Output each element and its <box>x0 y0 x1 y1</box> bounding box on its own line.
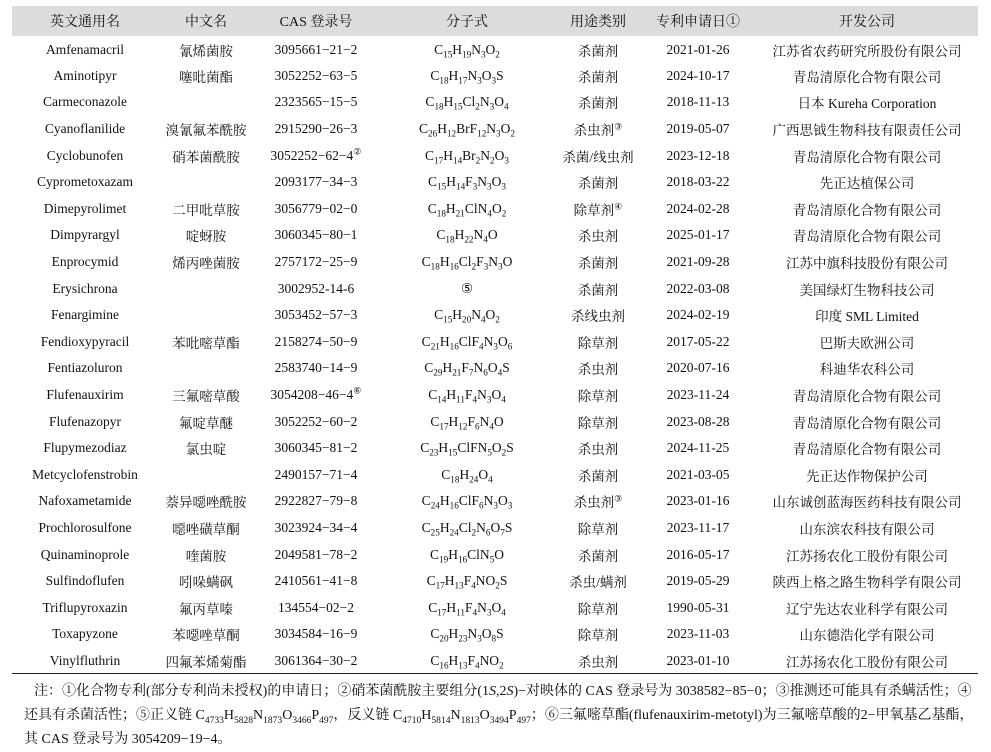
use-cell: 除草剂 <box>577 628 619 644</box>
company-cell: 江苏扬农化工股份有限公司 <box>786 548 948 564</box>
formula-cell: $C_{26}H_{12}BrF_{12}N_3O_2$ <box>419 121 515 139</box>
use-cell: 杀虫剂 <box>577 362 619 378</box>
use-cell: 除草剂 <box>577 415 619 431</box>
date-cell: 1990-05-31 <box>666 599 730 615</box>
formula-cell: $C_{20}H_{23}N_3O_8S$ <box>430 626 504 645</box>
notes-text: 注：①化合物专利(部分专利尚未授权)的申请日；②硝苯菌酰胺主要组分(1S,2S)−对映体的 CAS 登录号为 3038582−85−0；③推测还可能具有杀螨活性；④还具有杀菌活性；⑤正义链 $C_{4733}H_{5828}N_{1873}O_{3466}P_{497}$，反义链 $C_{4710}H_{5814}N_{1813}O_{3494}P_{497}$；⑥三氟嘧草酯(flufenauxirim-metotyl)为三氟嘧草酸的2−甲氧基乙基酯，其 CAS 登录号为 3054209−19−4。 <box>24 684 974 747</box>
chinese-name-cell: 氟丙草嗪 <box>179 601 233 617</box>
chinese-name-cell <box>158 462 254 489</box>
company-cell: 山东诚创蓝海医药科技有限公司 <box>772 495 962 511</box>
cas-cell: 3061364−30−2 <box>274 652 358 668</box>
chinese-name-cell: 烯丙唑菌胺 <box>172 256 240 272</box>
use-cell: 杀线虫剂 <box>571 309 625 325</box>
chinese-name-cell <box>158 89 254 116</box>
chinese-name-cell: 溴氰氟苯酰胺 <box>165 123 247 139</box>
english-name-cell: Cyprometoxazam <box>37 174 133 190</box>
cas-cell: 2583740−14−9 <box>274 360 358 376</box>
cas-cell: 3095661−21−2 <box>274 42 358 58</box>
english-name-cell: Amfenamacril <box>46 42 124 58</box>
use-cell: 除草剂 <box>577 601 619 617</box>
table-row <box>12 488 978 515</box>
formula-cell: $C_{18}H_{22}N_4O$ <box>436 227 498 246</box>
cas-cell: 2922827−79−8 <box>274 493 358 509</box>
date-cell: 2017-05-22 <box>666 333 730 349</box>
formula-cell: $C_{17}H_{12}F_6N_4O$ <box>430 413 504 432</box>
english-name-cell: Erysichrona <box>52 280 118 296</box>
use-cell: 杀菌剂 <box>577 282 619 298</box>
formula-cell: $C_{29}H_{21}F_7N_6O_4S$ <box>424 360 510 379</box>
chinese-name-cell: 四氟苯烯菊酯 <box>165 654 247 670</box>
date-cell: 2016-05-17 <box>666 546 730 562</box>
english-name-cell: Quinaminoprole <box>40 546 130 562</box>
english-name-cell: Toxapyzone <box>52 626 118 642</box>
company-cell: 青岛清原化合物有限公司 <box>792 415 942 431</box>
company-cell: 巴斯夫欧洲公司 <box>819 335 915 351</box>
company-cell: 青岛清原化合物有限公司 <box>792 69 942 85</box>
date-cell: 2023-08-28 <box>666 413 730 429</box>
use-cell: 杀菌剂 <box>577 176 619 192</box>
use-cell: 除草剂 <box>577 521 619 537</box>
use-cell: 杀菌/线虫剂 <box>562 149 634 165</box>
table-row <box>12 621 978 648</box>
english-name-cell: Flufenauxirim <box>46 387 124 403</box>
date-cell: 2023-11-17 <box>666 519 730 535</box>
chinese-name-cell: 噁唑磺草酮 <box>172 521 240 537</box>
formula-cell: $C_{18}H_{15}Cl_2N_3O_4$ <box>425 94 509 113</box>
english-name-cell: Dimepyrolimet <box>43 200 127 216</box>
company-cell: 江苏中旗科技股份有限公司 <box>786 256 948 272</box>
table-row <box>12 541 978 568</box>
english-name-cell: Dimpyrargyl <box>50 227 120 243</box>
company-cell: 广西思钺生物科技有限责任公司 <box>772 123 962 139</box>
use-cell: 杀菌剂 <box>577 69 619 85</box>
company-cell: 青岛清原化合物有限公司 <box>792 149 942 165</box>
formula-cell: $C_{21}H_{16}ClF_4N_3O_6$ <box>421 333 513 352</box>
use-cell: 杀虫剂③ <box>573 493 623 511</box>
cas-cell: 2323565−15−5 <box>274 94 358 110</box>
table-row <box>12 36 978 63</box>
chinese-name-cell: 苯噁唑草酮 <box>172 628 240 644</box>
date-cell: 2021-09-28 <box>666 254 730 270</box>
formula-cell: $C_{18}H_{17}N_3O_3S$ <box>430 67 504 86</box>
use-cell: 杀菌剂 <box>577 548 619 564</box>
company-cell: 江苏省农药研究所股份有限公司 <box>772 44 962 60</box>
formula-cell: $C_{14}H_{11}F_4N_3O_4$ <box>428 387 506 405</box>
company-cell: 青岛清原化合物有限公司 <box>792 229 942 245</box>
date-cell: 2021-03-05 <box>666 466 730 482</box>
company-cell: 江苏扬农化工股份有限公司 <box>786 654 948 670</box>
date-cell: 2023-11-03 <box>666 626 730 642</box>
date-cell: 2024-11-25 <box>666 440 730 456</box>
cas-cell: 2757172−25−9 <box>274 254 358 270</box>
english-name-cell: Fendioxypyracil <box>40 333 130 349</box>
use-cell: 杀虫剂 <box>577 229 619 245</box>
chinese-name-cell <box>158 169 254 196</box>
cas-cell: 2410561−41−8 <box>274 573 358 589</box>
english-name-cell: Aminotipyr <box>53 67 117 83</box>
header-row <box>12 6 978 36</box>
formula-cell: $C_{24}H_{16}ClF_6N_3O_3$ <box>421 493 513 512</box>
table-row <box>12 142 978 169</box>
date-cell: 2023-01-10 <box>666 652 730 668</box>
use-cell: 杀虫剂 <box>577 442 619 458</box>
use-cell: 杀菌剂 <box>577 468 619 484</box>
table-row <box>12 462 978 489</box>
table-row <box>12 594 978 621</box>
date-cell: 2020-07-16 <box>666 360 730 376</box>
english-name-cell: Triflupyroxazin <box>42 599 128 615</box>
company-cell: 先正达作物保护公司 <box>806 468 928 484</box>
english-name-cell: Flupymezodiaz <box>43 440 127 456</box>
table-row <box>12 169 978 196</box>
cas-cell: 2093177−34−3 <box>274 174 358 190</box>
table-row <box>12 116 978 143</box>
use-cell: 杀菌剂 <box>577 256 619 272</box>
table-row <box>12 408 978 435</box>
use-cell: 杀菌剂 <box>577 44 619 60</box>
cas-cell: 2490157−71−4 <box>274 466 358 482</box>
formula-cell: $C_{25}H_{24}Cl_2N_6O_7S$ <box>421 519 513 538</box>
chinese-name-cell: 硝苯菌酰胺 <box>172 149 240 165</box>
header-use: 用途类别 <box>570 15 626 30</box>
table-row <box>12 249 978 276</box>
use-cell: 除草剂 <box>577 389 619 405</box>
table-row <box>12 382 978 409</box>
pesticide-table <box>12 6 978 674</box>
table-row <box>12 63 978 90</box>
english-name-cell: Nafoxametamide <box>38 493 132 509</box>
use-cell: 杀虫剂 <box>577 654 619 670</box>
cas-cell: 3053452−57−3 <box>274 307 358 323</box>
formula-cell: $C_{15}H_{14}F_3N_3O_3$ <box>428 174 506 192</box>
table-row <box>12 435 978 462</box>
company-cell: 陕西上格之路生物科学有限公司 <box>772 575 962 591</box>
formula-cell: $C_{17}H_{11}F_4N_3O_4$ <box>428 599 506 618</box>
company-cell: 青岛清原化合物有限公司 <box>792 202 942 218</box>
formula-cell: $C_{18}H_{21}ClN_4O_2$ <box>427 200 507 219</box>
date-cell: 2021-01-26 <box>666 42 730 58</box>
cas-cell: 3052252−63−5 <box>274 67 358 83</box>
cas-cell: 3052252−60−2 <box>274 413 358 429</box>
company-cell: 青岛清原化合物有限公司 <box>792 389 942 405</box>
date-cell: 2024-02-28 <box>666 200 730 216</box>
table-row <box>12 515 978 542</box>
chinese-name-cell <box>158 302 254 329</box>
chinese-name-cell: 喹菌胺 <box>185 548 227 564</box>
company-cell: 青岛清原化合物有限公司 <box>792 442 942 458</box>
cas-cell: 3002952-14-6 <box>277 280 355 296</box>
chinese-name-cell: 啶蚜胺 <box>185 229 227 245</box>
table-row <box>12 648 978 675</box>
table-notes <box>24 680 982 752</box>
cas-cell: 3056779−02−0 <box>274 200 358 216</box>
chinese-name-cell: 吲哚螨砜 <box>179 575 233 591</box>
formula-cell: $C_{17}H_{13}F_4NO_2S$ <box>426 573 508 591</box>
date-cell: 2019-05-07 <box>666 121 730 137</box>
formula-cell: $C_{18}H_{24}O_4$ <box>441 466 493 485</box>
date-cell: 2023-01-16 <box>666 493 730 509</box>
use-cell: 除草剂④ <box>573 201 623 218</box>
header-company: 开发公司 <box>839 15 895 30</box>
chinese-name-cell <box>158 275 254 302</box>
english-name-cell: Fentiazoluron <box>47 360 123 376</box>
table-row <box>12 196 978 223</box>
english-name-cell: Fenargimine <box>51 307 119 323</box>
header-english-name: 英文通用名 <box>50 15 120 30</box>
english-name-cell: Vinylfluthrin <box>49 652 121 668</box>
header-formula: 分子式 <box>446 15 488 30</box>
company-cell: 山东滨农科技有限公司 <box>799 521 935 537</box>
chinese-name-cell: 苯吡嘧草酯 <box>172 335 240 351</box>
english-name-cell: Carmeconazole <box>43 94 127 110</box>
company-cell: 印度 SML Limited <box>815 309 919 325</box>
date-cell: 2018-03-22 <box>666 174 730 190</box>
chinese-name-cell: 氟啶草醚 <box>179 415 233 431</box>
table-row <box>12 355 978 382</box>
formula-cell: $C_{15}H_{19}N_3O_2$ <box>434 42 500 60</box>
table-row <box>12 89 978 116</box>
english-name-cell: Prochlorosulfone <box>38 519 132 535</box>
cas-cell: 134554−02−2 <box>278 599 354 615</box>
header-cas: CAS 登录号 <box>279 15 353 30</box>
table-header <box>12 6 978 36</box>
chinese-name-cell: 萘异噁唑酰胺 <box>165 495 247 511</box>
chinese-name-cell: 三氟嘧草酸 <box>172 389 240 405</box>
company-cell: 科迪华农科公司 <box>819 362 915 378</box>
english-name-cell: Flufenazopyr <box>49 413 121 429</box>
chinese-name-cell: 氯虫啶 <box>185 442 227 458</box>
chinese-name-cell: 噻吡菌酯 <box>179 69 233 85</box>
header-date: 专利申请日① <box>656 15 740 30</box>
english-name-cell: Cyclobunofen <box>46 147 124 163</box>
cas-cell: 2915290−26−3 <box>274 121 358 137</box>
use-cell: 除草剂 <box>577 335 619 351</box>
cas-cell: 3054208−46−4⑥ <box>270 385 362 403</box>
formula-cell: ⑤ <box>460 280 474 296</box>
cas-cell: 3023924−34−4 <box>274 519 358 535</box>
formula-cell: $C_{15}H_{20}N_4O_2$ <box>434 307 500 325</box>
cas-cell: 3052252−62−4② <box>270 146 362 163</box>
date-cell: 2025-01-17 <box>666 227 730 243</box>
english-name-cell: Enprocymid <box>51 254 119 270</box>
header-chinese-name: 中文名 <box>185 15 227 30</box>
formula-cell: $C_{23}H_{15}ClFN_5O_2S$ <box>420 440 514 458</box>
use-cell: 杀虫剂③ <box>573 121 623 139</box>
table-row <box>12 329 978 356</box>
company-cell: 辽宁先达农业科学有限公司 <box>786 601 948 617</box>
formula-cell: $C_{18}H_{16}Cl_2F_3N_3O$ <box>421 254 513 272</box>
cas-cell: 2049581−78−2 <box>274 546 358 562</box>
date-cell: 2019-05-29 <box>666 573 730 589</box>
company-cell: 先正达植保公司 <box>819 176 915 192</box>
company-cell: 山东德浩化学有限公司 <box>799 628 935 644</box>
date-cell: 2024-10-17 <box>666 67 730 83</box>
chinese-name-cell: 氰烯菌胺 <box>179 44 233 60</box>
english-name-cell: Sulfindoflufen <box>45 573 125 589</box>
table-row <box>12 275 978 302</box>
date-cell: 2024-02-19 <box>666 307 730 323</box>
formula-cell: $C_{16}H_{13}F_4NO_2$ <box>430 652 504 671</box>
company-cell: 美国绿灯生物科技公司 <box>799 282 935 298</box>
table-row <box>12 568 978 595</box>
chinese-name-cell: 二甲吡草胺 <box>172 202 240 218</box>
cas-cell: 3060345−80−1 <box>274 227 358 243</box>
formula-cell: $C_{19}H_{16}ClN_5O$ <box>430 546 504 565</box>
chinese-name-cell <box>158 355 254 382</box>
table-row <box>12 222 978 249</box>
table-body <box>12 36 978 674</box>
use-cell: 杀菌剂 <box>577 96 619 112</box>
date-cell: 2023-12-18 <box>666 147 730 163</box>
english-name-cell: Metcyclofenstrobin <box>32 466 138 482</box>
table-row <box>12 302 978 329</box>
date-cell: 2018-11-13 <box>666 94 730 110</box>
use-cell: 杀虫/螨剂 <box>569 575 627 591</box>
table-bottom-rule <box>12 673 978 674</box>
cas-cell: 3034584−16−9 <box>274 626 358 642</box>
cas-cell: 3060345−81−2 <box>274 440 358 456</box>
english-name-cell: Cyanoflanilide <box>44 121 126 137</box>
company-cell: 日本 Kureha Corporation <box>797 96 937 112</box>
formula-cell: $C_{17}H_{14}Br_2N_2O_3$ <box>425 147 509 166</box>
date-cell: 2023-11-24 <box>666 387 730 403</box>
cas-cell: 2158274−50−9 <box>274 333 358 349</box>
date-cell: 2022-03-08 <box>666 280 730 296</box>
